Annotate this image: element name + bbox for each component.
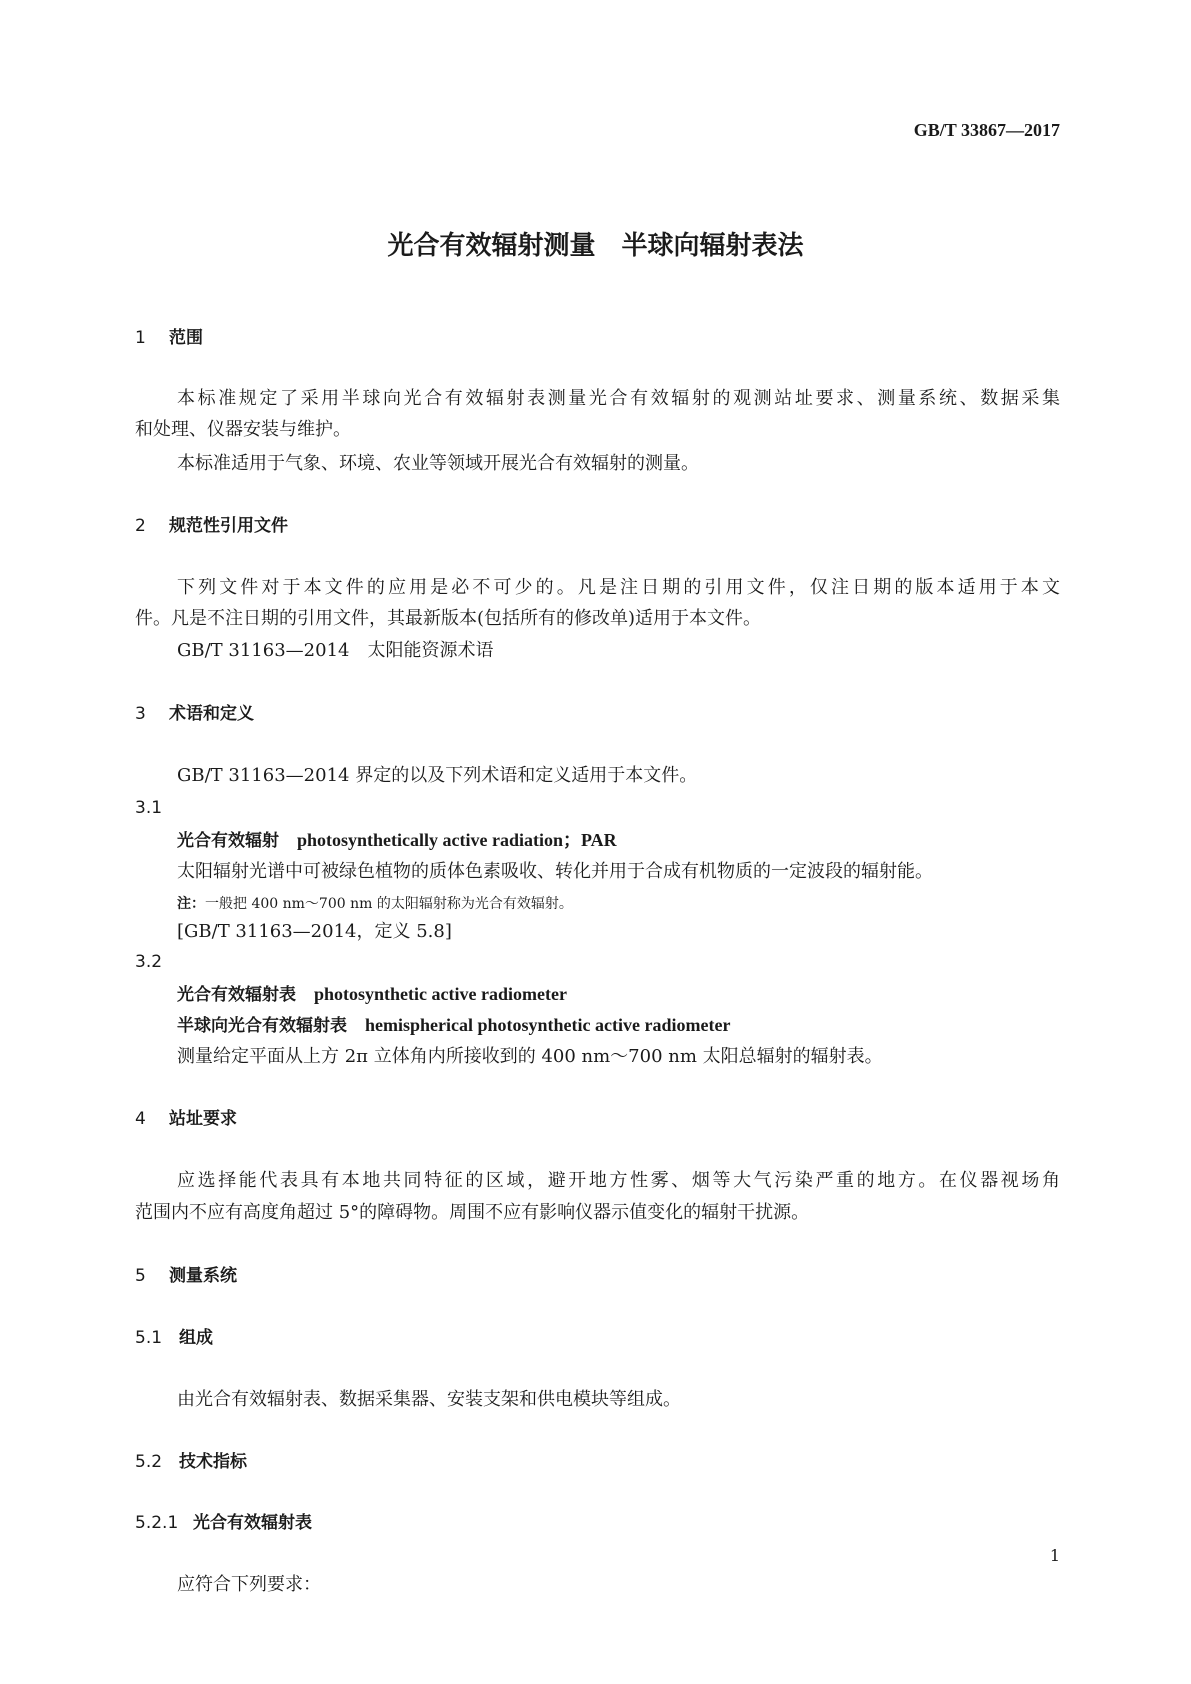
section-5-2-heading [135,1451,247,1473]
note-label: 注： [177,896,205,912]
section-title: 光合有效辐射表 [193,1513,312,1533]
section-number: 5 [135,1266,146,1286]
term-definition: 太阳辐射光谱中可被绿色植物的质体色素吸收、转化并用于合成有机物质的一定波段的辐射能。 [177,861,933,882]
section-5-2-1-heading [135,1512,312,1534]
section-3-heading [135,703,254,725]
paragraph: 本标准适用于气象、环境、农业等领域开展光合有效辐射的测量。 [177,453,699,474]
section-number: 5.2.1 [135,1513,179,1533]
note [177,893,573,915]
page-number: 1 [1049,1546,1060,1565]
term-zh: 半球向光合有效辐射表 [177,1016,347,1036]
paragraph: 下列文件对于本文件的应用是必不可少的。凡是注日期的引用文件，仅注日期的版本适用于本文 [177,577,1060,598]
term-number: 3.2 [135,952,163,972]
term-title-alt [177,1014,730,1037]
paragraph: 范围内不应有高度角超过 5°的障碍物。周围不应有影响仪器示值变化的辐射干扰源。 [135,1202,810,1223]
term-source: [GB/T 31163—2014，定义 5.8] [177,921,452,942]
section-title: 站址要求 [169,1109,237,1129]
term-number: 3.1 [135,798,163,818]
page-title: 光合有效辐射测量 半球向辐射表法 [387,231,804,261]
section-number: 1 [135,328,146,348]
paragraph: 由光合有效辐射表、数据采集器、安装支架和供电模块等组成。 [177,1389,681,1410]
note-text: 一般把 400 nm～700 nm 的太阳辐射称为光合有效辐射。 [205,896,573,912]
section-number: 5.2 [135,1452,163,1472]
section-title: 组成 [179,1328,213,1348]
term-title [177,829,617,852]
section-title: 术语和定义 [169,704,254,724]
section-number: 5.1 [135,1328,163,1348]
term-zh: 光合有效辐射 [177,831,279,851]
paragraph: 本标准规定了采用半球向光合有效辐射表测量光合有效辐射的观测站址要求、测量系统、数据采集 [177,388,1060,409]
section-title: 测量系统 [169,1266,237,1286]
section-5-heading [135,1265,237,1287]
paragraph: GB/T 31163—2014 界定的以及下列术语和定义适用于本文件。 [177,765,698,786]
term-en: photosynthetically active radiation；PAR [297,830,617,850]
section-title: 技术指标 [179,1452,247,1472]
standard-number: GB/T 33867—2017 [913,120,1060,140]
term-title [177,983,567,1006]
paragraph: 应符合下列要求： [177,1574,321,1595]
paragraph: 和处理、仪器安装与维护。 [135,419,351,440]
section-number: 2 [135,516,146,536]
section-2-heading [135,515,288,537]
term-definition: 测量给定平面从上方 2π 立体角内所接收到的 400 nm～700 nm 太阳总辐射的辐射表。 [177,1046,883,1067]
section-5-1-heading [135,1327,213,1349]
section-number: 4 [135,1109,146,1129]
term-en: photosynthetic active radiometer [314,984,567,1004]
paragraph: 件。凡是不注日期的引用文件，其最新版本(包括所有的修改单)适用于本文件。 [135,608,762,629]
section-number: 3 [135,704,146,724]
section-title: 规范性引用文件 [169,516,288,536]
term-zh: 光合有效辐射表 [177,985,296,1005]
section-4-heading [135,1108,237,1130]
paragraph: 应选择能代表具有本地共同特征的区域，避开地方性雾、烟等大气污染严重的地方。在仪器视场角 [177,1170,1060,1191]
term-en: hemispherical photosynthetic active radiometer [365,1015,731,1035]
section-title: 范围 [169,328,203,348]
section-1-heading [135,327,203,349]
normative-reference: GB/T 31163—2014 太阳能资源术语 [177,640,494,661]
